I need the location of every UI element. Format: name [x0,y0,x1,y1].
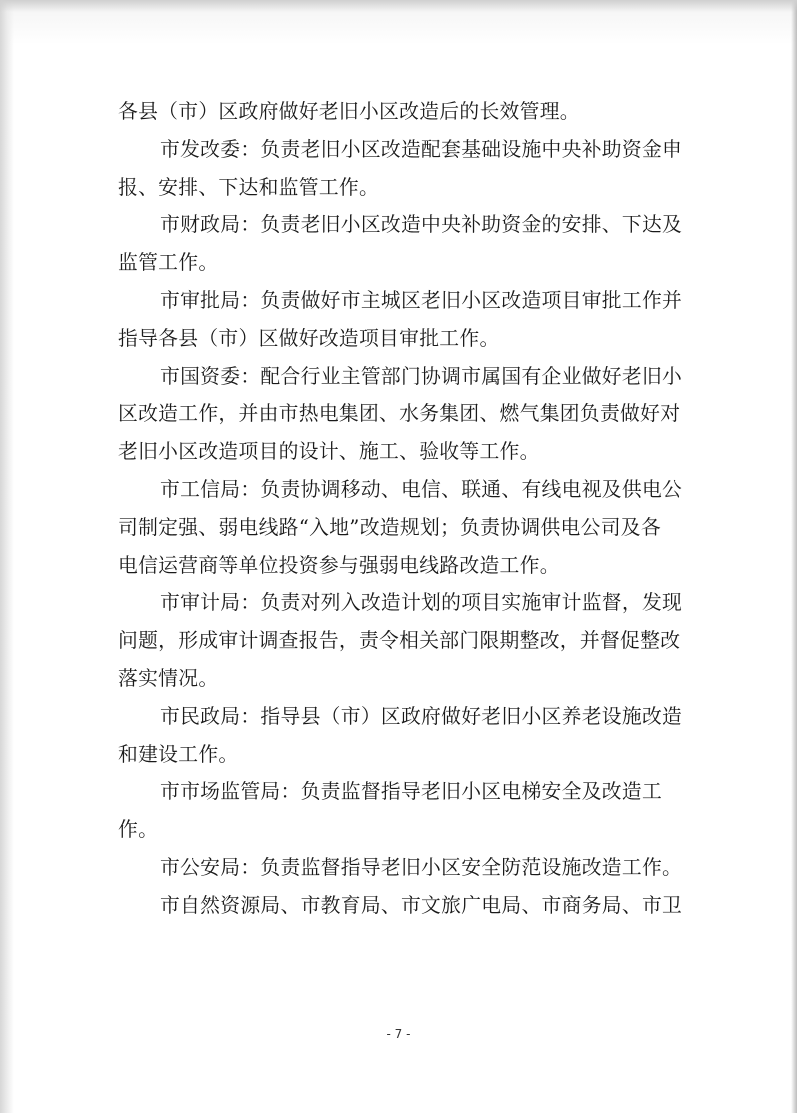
text-line: 和建设工作。 [118,742,239,766]
text-line: 指导各县（市）区做好改造项目审批工作。 [118,326,500,350]
scan-edge-right [791,0,797,1113]
text-line: 作。 [118,818,159,842]
text-line: 老旧小区改造项目的设计、施工、验收等工作。 [118,440,540,464]
text-line: 司制定强、弱电线路“入地”改造规划；负责协调供电公司及各 [118,515,661,539]
scan-edge-top [0,0,797,12]
text-line: 市民政局：指导县（市）区政府做好老旧小区养老设施改造 [160,704,683,728]
text-line: 市审批局：负责做好市主城区老旧小区改造项目审批工作并 [160,288,683,312]
text-line: 区改造工作，并由市热电集团、水务集团、燃气集团负责做好对 [118,402,681,426]
text-line: 各县（市）区政府做好老旧小区改造后的长效管理。 [118,100,580,123]
text-line: 监管工作。 [118,251,219,275]
text-line: 市工信局：负责协调移动、电信、联通、有线电视及供电公 [160,477,683,501]
text-line: 市国资委：配合行业主管部门协调市属国有企业做好老旧小 [160,364,683,388]
text-line: 落实情况。 [118,666,219,690]
text-line: 报、安排、下达和监管工作。 [118,175,380,199]
page-number: - 7 - [386,1027,411,1041]
text-line: 市市场监管局：负责监督指导老旧小区电梯安全及改造工 [160,780,663,804]
scan-edge-left [0,0,14,1113]
text-line: 市自然资源局、市教育局、市文旅广电局、市商务局、市卫 [160,893,683,917]
text-line: 市审计局：负责对列入改造计划的项目实施审计监督，发现 [160,591,683,615]
text-line: 市发改委：负责老旧小区改造配套基础设施中央补助资金申 [160,137,683,161]
text-line: 电信运营商等单位投资参与强弱电线路改造工作。 [118,553,560,577]
text-line: 问题，形成审计调查报告，责令相关部门限期整改，并督促整改 [118,629,681,653]
text-line: 市公安局：负责监督指导老旧小区安全防范设施改造工作。 [160,855,683,879]
body-text [118,93,683,925]
text-line: 市财政局：负责老旧小区改造中央补助资金的安排、下达及 [160,213,683,237]
